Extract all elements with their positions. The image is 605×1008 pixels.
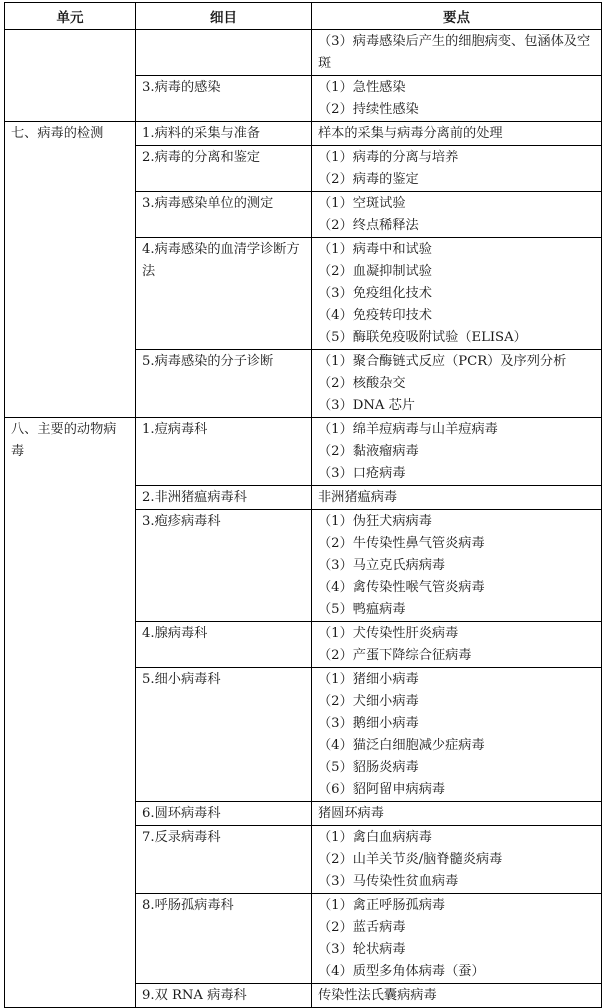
table-row: [5, 418, 602, 486]
point-item: （5）酶联免疫吸附试验（ELISA）: [318, 330, 527, 345]
point-item: （3）DNA 芯片: [318, 398, 415, 413]
point-item: （2）犬细小病毒: [318, 694, 419, 709]
detail-label: 7.反录病毒科: [142, 830, 221, 845]
points-cell: [312, 510, 602, 622]
point-item: （2）血凝抑制试验: [318, 264, 432, 279]
detail-cell: [136, 146, 312, 192]
detail-cell: [136, 668, 312, 802]
detail-cell: [136, 486, 312, 510]
table-body: [5, 30, 602, 1008]
point-item: （6）貂阿留申病病毒: [318, 782, 446, 797]
point-item: （2）病毒的鉴定: [318, 172, 419, 187]
points-cell: [312, 30, 602, 76]
unit-cell: [5, 30, 136, 122]
unit-cell: [5, 418, 136, 1008]
point-item: （3）马传染性贫血病毒: [318, 874, 459, 889]
detail-cell: [136, 984, 312, 1008]
point-item: 样本的采集与病毒分离前的处理: [318, 126, 503, 141]
detail-label: 3.病毒的感染: [142, 80, 221, 95]
points-cell: [312, 76, 602, 122]
point-item: 传染性法氏囊病病毒: [318, 988, 437, 1003]
point-item: （4）禽传染性喉气管炎病毒: [318, 580, 485, 595]
detail-label: 6.圆环病毒科: [142, 806, 221, 821]
detail-label: 3.病毒感染单位的测定: [142, 196, 274, 211]
unit-label: 八、主要的动物病毒: [11, 422, 117, 459]
points-cell: [312, 146, 602, 192]
point-item: （1）病毒中和试验: [318, 242, 432, 257]
detail-cell: [136, 826, 312, 894]
table-header-row: [5, 3, 602, 30]
syllabus-table: [4, 2, 602, 1008]
detail-cell: [136, 418, 312, 486]
points-cell: [312, 894, 602, 984]
point-item: 猪圆环病毒: [318, 806, 384, 821]
detail-cell: [136, 622, 312, 668]
point-item: （3）口疮病毒: [318, 466, 406, 481]
point-item: （1）犬传染性肝炎病毒: [318, 626, 459, 641]
point-item: （2）黏液瘤病毒: [318, 444, 419, 459]
detail-label: 5.病毒感染的分子诊断: [142, 354, 274, 369]
point-item: （2）持续性感染: [318, 102, 419, 117]
detail-cell: [136, 802, 312, 826]
point-item: （4）质型多角体病毒（蚕）: [318, 964, 485, 979]
point-item: （3）鹅细小病毒: [318, 716, 419, 731]
unit-cell: [5, 122, 136, 418]
point-item: （4）免疫转印技术: [318, 308, 432, 323]
points-cell: [312, 238, 602, 350]
point-item: （3）免疫组化技术: [318, 286, 432, 301]
detail-cell: [136, 238, 312, 350]
points-cell: [312, 802, 602, 826]
point-item: （5）貂肠炎病毒: [318, 760, 419, 775]
points-cell: [312, 486, 602, 510]
header-detail: 细目: [136, 3, 312, 30]
point-item: （3）病毒感染后产生的细胞病变、包涵体及空斑: [318, 34, 591, 71]
header-points: 要点: [312, 3, 602, 30]
points-cell: [312, 418, 602, 486]
detail-label: 1.病料的采集与准备: [142, 126, 261, 141]
detail-cell: [136, 122, 312, 146]
point-item: （1）禽正呼肠孤病毒: [318, 898, 446, 913]
header-unit: 单元: [5, 3, 136, 30]
point-item: （1）绵羊痘病毒与山羊痘病毒: [318, 422, 498, 437]
point-item: （2）核酸杂交: [318, 376, 406, 391]
point-item: （1）病毒的分离与培养: [318, 150, 459, 165]
point-item: （2）牛传染性鼻气管炎病毒: [318, 536, 485, 551]
detail-label: 3.疱疹病毒科: [142, 514, 221, 529]
detail-cell: [136, 30, 312, 76]
point-item: （2）产蛋下降综合征病毒: [318, 648, 472, 663]
detail-label: 8.呼肠孤病毒科: [142, 898, 234, 913]
points-cell: [312, 622, 602, 668]
table-row: [5, 122, 602, 146]
points-cell: [312, 350, 602, 418]
point-item: （1）急性感染: [318, 80, 406, 95]
point-item: （5）鸭瘟病毒: [318, 602, 406, 617]
point-item: （4）猫泛白细胞减少症病毒: [318, 738, 485, 753]
detail-cell: [136, 76, 312, 122]
points-cell: [312, 192, 602, 238]
point-item: （1）禽白血病病毒: [318, 830, 432, 845]
detail-label: 1.痘病毒科: [142, 422, 208, 437]
point-item: （1）空斑试验: [318, 196, 406, 211]
detail-label: 5.细小病毒科: [142, 672, 221, 687]
point-item: 非洲猪瘟病毒: [318, 490, 398, 505]
points-cell: [312, 984, 602, 1008]
detail-label: 2.非洲猪瘟病毒科: [142, 490, 247, 505]
points-cell: [312, 826, 602, 894]
table-row: [5, 30, 602, 76]
unit-label: 七、病毒的检测: [11, 126, 104, 141]
point-item: （2）山羊关节炎/脑脊髓炎病毒: [318, 852, 503, 867]
detail-label: 2.病毒的分离和鉴定: [142, 150, 261, 165]
point-item: （1）伪狂犬病病毒: [318, 514, 432, 529]
point-item: （2）蓝舌病毒: [318, 920, 406, 935]
point-item: （1）聚合酶链式反应（PCR）及序列分析: [318, 354, 567, 369]
point-item: （1）猪细小病毒: [318, 672, 419, 687]
detail-cell: [136, 192, 312, 238]
points-cell: [312, 122, 602, 146]
point-item: （3）马立克氏病病毒: [318, 558, 446, 573]
detail-label: 4.腺病毒科: [142, 626, 208, 641]
detail-label: 4.病毒感染的血清学诊断方法: [142, 242, 300, 279]
detail-cell: [136, 510, 312, 622]
point-item: （3）轮状病毒: [318, 942, 406, 957]
point-item: （2）终点稀释法: [318, 218, 419, 233]
detail-cell: [136, 350, 312, 418]
points-cell: [312, 668, 602, 802]
detail-cell: [136, 894, 312, 984]
detail-label: 9.双 RNA 病毒科: [142, 988, 247, 1003]
